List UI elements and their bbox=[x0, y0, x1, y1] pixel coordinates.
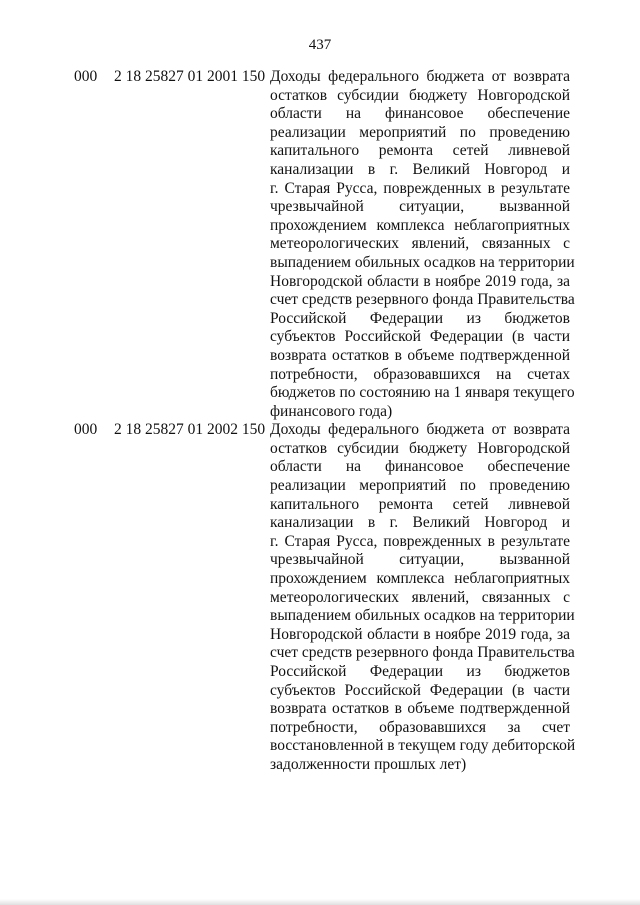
description-line: канализации в г. Великий Новгород и bbox=[270, 160, 570, 178]
description-line: Доходы федерального бюджета от возврата bbox=[270, 421, 570, 439]
description-line: г. Старая Русса, поврежденных в результате bbox=[270, 179, 570, 197]
description-line: Российской Федерации из бюджетов bbox=[270, 663, 570, 680]
description-line: счет средств резервного фонда Правительства bbox=[270, 291, 575, 309]
description-line: метеорологических явлений, связанных с bbox=[270, 588, 570, 606]
description-line: выпадением обильных осадков на территории bbox=[270, 253, 575, 271]
revenue-classification-code: 2 18 25827 01 2002 150 bbox=[114, 421, 266, 439]
description-line: остатков субсидии бюджету Новгородской bbox=[270, 86, 570, 104]
description-line: счет средств резервного фонда Правительства bbox=[270, 644, 575, 662]
description-line: субъектов Российской Федерации (в части bbox=[270, 681, 570, 699]
description-line: возврата остатков в объеме подтвержденной bbox=[270, 700, 570, 718]
description-line: реализации мероприятий по проведению bbox=[270, 123, 570, 141]
page-number: 437 bbox=[308, 37, 332, 53]
revenue-classification-code: 2 18 25827 01 2001 150 bbox=[114, 68, 266, 85]
description-line: Новгородской области в ноябре 2019 года, за bbox=[270, 625, 570, 643]
description-line: потребности, образовавшихся на счетах bbox=[270, 365, 570, 383]
revenue-code-list bbox=[74, 68, 584, 775]
description-line: капитального ремонта сетей ливневой bbox=[270, 142, 570, 160]
description-line: задолженности прошлых лет) bbox=[270, 755, 467, 773]
description-line: чрезвычайной ситуации, вызванной bbox=[270, 551, 570, 569]
description-line: реализации мероприятий по проведению bbox=[270, 477, 570, 495]
description-line: капитального ремонта сетей ливневой bbox=[270, 495, 570, 513]
description-line: финансового года) bbox=[270, 402, 393, 420]
admin-code: 000 bbox=[74, 421, 98, 439]
revenue-description bbox=[270, 68, 575, 421]
admin-code: 000 bbox=[74, 68, 98, 85]
description-line: субъектов Российской Федерации (в части bbox=[270, 328, 570, 346]
description-line: бюджетов по состоянию на 1 января текущего bbox=[270, 384, 575, 402]
description-line: восстановленной в текущем году дебиторской bbox=[270, 737, 576, 755]
revenue-entry bbox=[74, 421, 584, 774]
description-line: возврата остатков в объеме подтвержденной bbox=[270, 346, 570, 364]
description-line: потребности, образовавшихся за счет bbox=[270, 718, 570, 736]
description-line: остатков субсидии бюджету Новгородской bbox=[270, 439, 570, 457]
description-line: прохождением комплекса неблагоприятных bbox=[270, 216, 570, 234]
description-line: канализации в г. Великий Новгород и bbox=[270, 514, 570, 532]
description-line: выпадением обильных осадков на территории bbox=[270, 607, 575, 625]
description-line: области на финансовое обеспечение bbox=[270, 458, 570, 476]
description-line: г. Старая Русса, поврежденных в результате bbox=[270, 532, 570, 550]
revenue-entry bbox=[74, 68, 584, 421]
description-line: прохождением комплекса неблагоприятных bbox=[270, 570, 570, 588]
description-line: чрезвычайной ситуации, вызванной bbox=[270, 198, 570, 216]
description-line: области на финансовое обеспечение bbox=[270, 105, 570, 123]
description-line: Доходы федерального бюджета от возврата bbox=[270, 68, 570, 85]
revenue-description bbox=[270, 421, 576, 774]
description-line: Российской Федерации из бюджетов bbox=[270, 309, 570, 327]
description-line: метеорологических явлений, связанных с bbox=[270, 235, 570, 253]
scan-shadow-edge bbox=[0, 899, 640, 905]
description-line: Новгородской области в ноябре 2019 года, за bbox=[270, 272, 570, 290]
